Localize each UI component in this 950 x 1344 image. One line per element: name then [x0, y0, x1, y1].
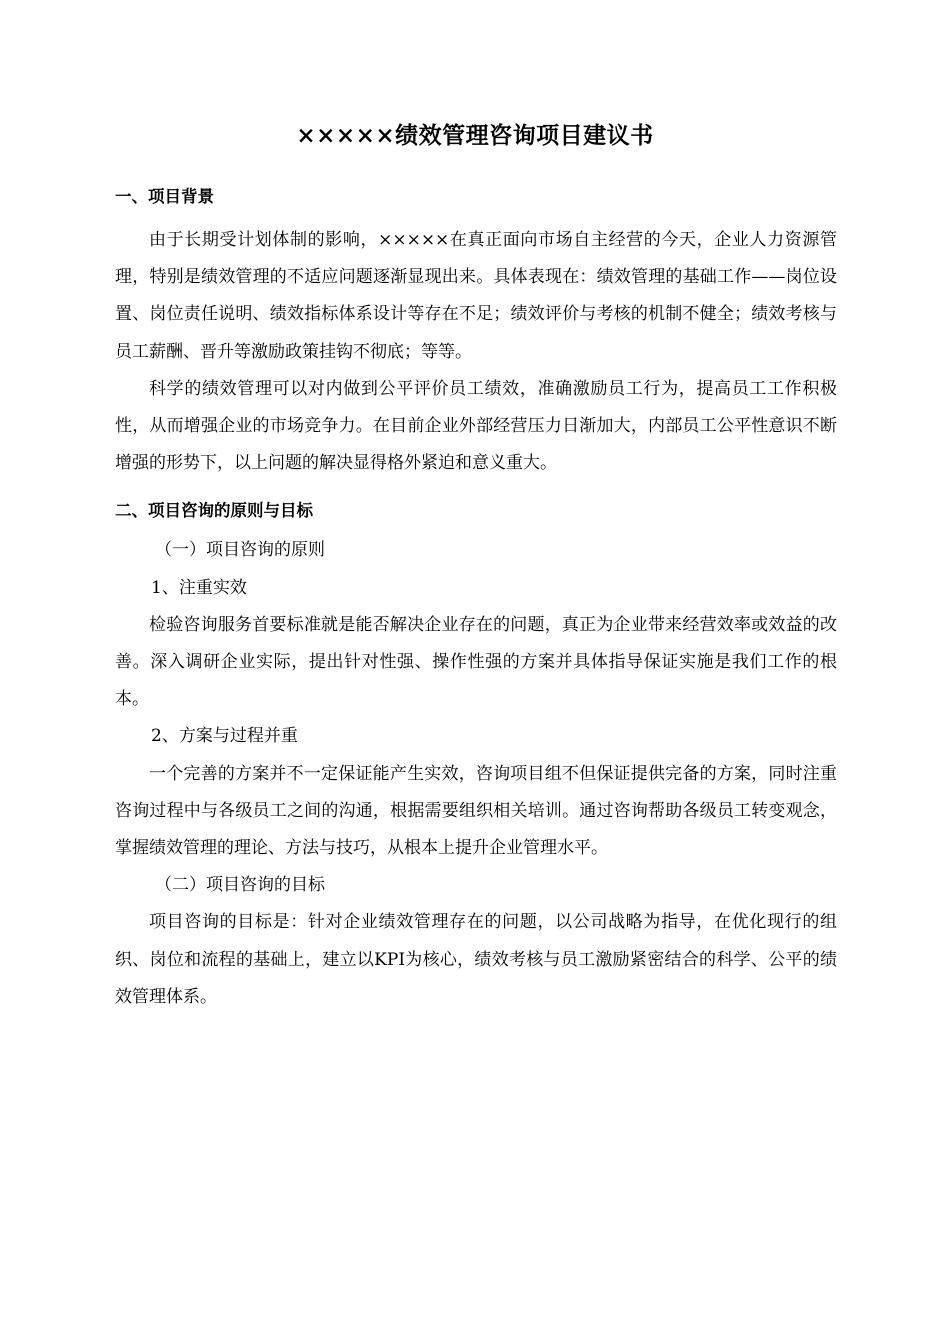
document-body: [115, 180, 837, 1016]
section-heading-background: 一、项目背景: [115, 187, 214, 206]
principle-1-paragraph: 检验咨询服务首要标准就是能否解决企业存在的问题，真正为企业带来经营效率或效益的改善。深入调研企业实际，提出针对性强、操作性强的方案并具体指导保证实施是我们工作的根本。: [115, 614, 837, 710]
goals-paragraph: 项目咨询的目标是：针对企业绩效管理存在的问题，以公司战略为指导，在优化现行的组织、岗位和流程的基础上，建立以KPI为核心，绩效考核与员工激励紧密结合的科学、公平的绩效管理体系。: [115, 912, 837, 1007]
section-heading-principles-goals: 二、项目咨询的原则与目标: [115, 501, 313, 521]
background-paragraph-2: 科学的绩效管理可以对内做到公平评价员工绩效，准确激励员工行为，提高员工工作积极性，从而增强企业的市场竞争力。在目前企业外部经营压力日渐加大，内部员工公平性意识不断增强的形势下，以上问题的解决显得格外紧迫和意义重大。: [115, 378, 837, 474]
principle-2-paragraph: 一个完善的方案并不一定保证能产生实效，咨询项目组不但保证提供完备的方案，同时注重咨询过程中与各级员工之间的沟通，根据需要组织相关培训。通过咨询帮助各级员工转变观念，掌握绩效管理的理论、方法与技巧，从根本上提升企业管理水平。: [115, 763, 837, 859]
subsection-heading-goals: （二）项目咨询的目标: [155, 875, 325, 896]
background-paragraph-1: 由于长期受计划体制的影响，×××××在真正面向市场自主经营的今天，企业人力资源管理，特别是绩效管理的不适应问题逐渐显现出来。具体表现在：绩效管理的基础工作——岗位设置、岗位责任说明、绩效指标体系设计等存在不足；绩效评价与考核的机制不健全；绩效考核与员工薪酬、晋升等激励政策挂钩不彻底；等等。: [115, 230, 837, 362]
document-title: ×××××绩效管理咨询项目建议书: [296, 122, 654, 149]
subsection-heading-principles: （一）项目咨询的原则: [155, 540, 325, 561]
principle-1-heading: 1、注重实效: [151, 577, 247, 598]
principle-2-heading: 2、方案与过程并重: [151, 726, 298, 747]
